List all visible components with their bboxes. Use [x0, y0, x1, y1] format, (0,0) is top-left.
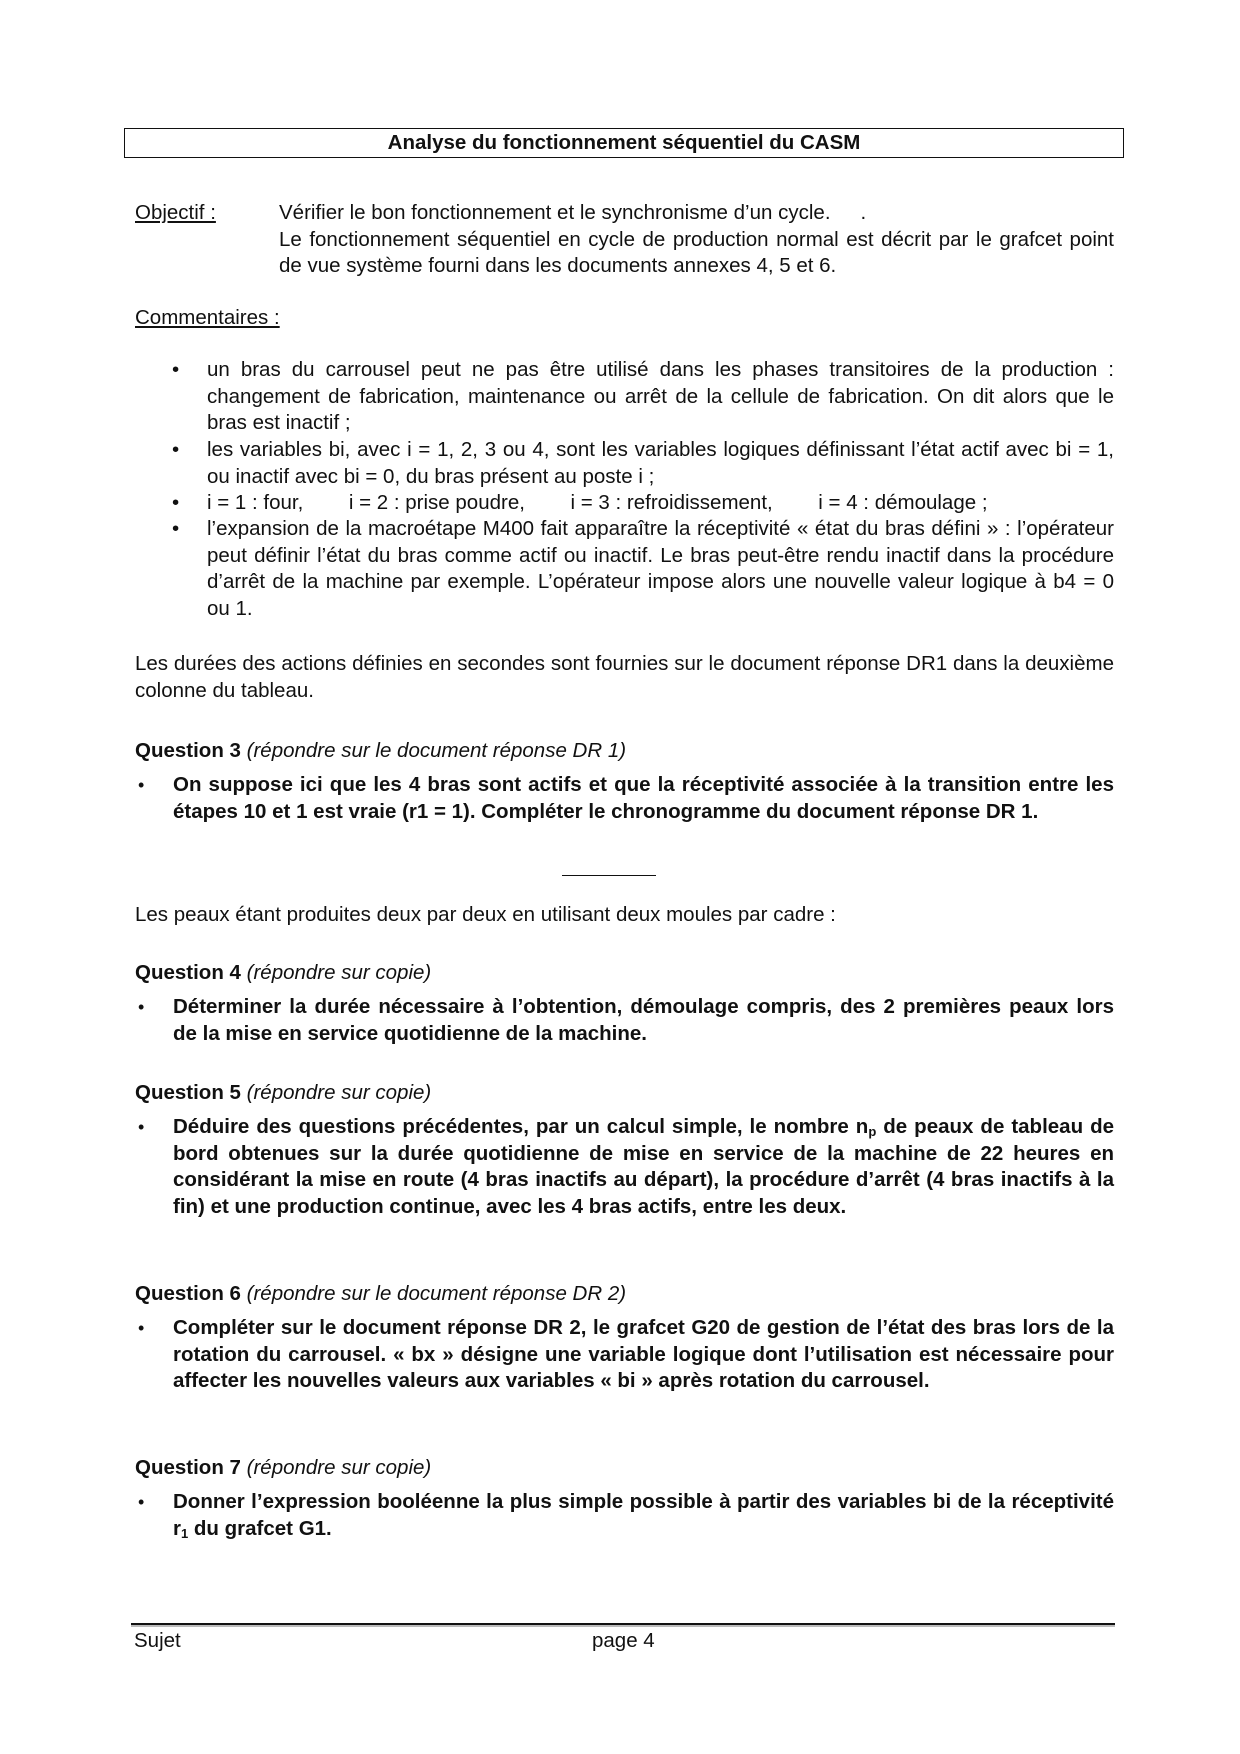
page-number: page 4: [592, 1629, 655, 1652]
objective-line1-text: Vérifier le bon fonctionnement et le synchronisme d’un cycle.: [279, 201, 831, 224]
skins-paragraph: Les peaux étant produites deux par deux en utilisant deux moules par cadre :: [135, 903, 836, 926]
question-7-hint: (répondre sur copie): [246, 1456, 432, 1479]
bullet-icon: •: [172, 491, 180, 514]
question-4-title: Question 4: [135, 961, 241, 984]
comment-item: l’expansion de la macroétape M400 fait apparaître la réceptivité « état du bras défini » : l’opérateur peut définir l’état du bras comme actif ou inactif. Le bras peut-être rendu inactif dans la procédure d’arrêt de la machine par exemple. L’opérateur impose alors une nouvelle valeur logique à b4 = 0 ou 1.: [207, 517, 1114, 620]
question-3-heading: [135, 738, 626, 765]
bullet-icon: •: [138, 1117, 145, 1137]
bullet-icon: •: [138, 997, 145, 1017]
bullet-icon: •: [172, 358, 180, 381]
question-7-subscript: 1: [180, 1525, 189, 1541]
objective-line1: [279, 200, 1114, 227]
question-4-body: Déterminer la durée nécessaire à l’obtention, démoulage compris, des 2 premières peaux lors de la mise en service quotidienne de la machine.: [173, 995, 1114, 1045]
question-4-heading: [135, 960, 431, 987]
question-7-title: Question 7: [135, 1456, 241, 1479]
question-5-body-a: Déduire des questions précédentes, par un calcul simple, le nombre n: [173, 1115, 869, 1138]
bullet-icon: •: [138, 775, 145, 795]
bullet-icon: •: [172, 517, 180, 540]
bullet-icon: •: [138, 1492, 145, 1512]
objective-label: Objectif :: [135, 201, 216, 224]
durations-paragraph: Les durées des actions définies en secondes sont fournies sur le document réponse DR1 dans la deuxième colonne du tableau.: [135, 652, 1114, 702]
question-5-body: [173, 1114, 1114, 1220]
comment-item: un bras du carrousel peut ne pas être utilisé dans les phases transitoires de la production : changement de fabrication, maintenance ou arrêt de la cellule de fabrication. On dit alors que le bras est inactif ;: [207, 358, 1114, 434]
question-5-subscript: p: [868, 1124, 877, 1139]
question-6-title: Question 6: [135, 1282, 241, 1305]
question-5-heading: [135, 1080, 431, 1107]
question-7-body: [173, 1489, 1114, 1542]
question-5-body-b: de peaux de tableau de bord obtenues sur la durée quotidienne de mise en service de la machine de 22 heures en considérant la mise en route (4 bras inactifs au départ), la procédure d’arrêt (4 bras inactifs à la fin) et une production continue, avec les 4 bras actifs, entre les deux.: [173, 1115, 1115, 1218]
question-5-hint: (répondre sur copie): [246, 1081, 432, 1104]
objective-text: [279, 200, 1114, 280]
question-6-hint: (répondre sur le document réponse DR 2): [246, 1282, 627, 1305]
question-3-title: Question 3: [135, 739, 241, 762]
question-6-body: Compléter sur le document réponse DR 2, le grafcet G20 de gestion de l’état des bras lors de la rotation du carrousel. « bx » désigne une variable logique dont l’utilisation est nécessaire pour affecter les nouvelles valeurs aux variables « bi » après rotation du carrousel.: [173, 1316, 1114, 1392]
question-3-body: On suppose ici que les 4 bras sont actifs et que la réceptivité associée à la transition entre les étapes 10 et 1 est vraie (r1 = 1). Compléter le chronogramme du document réponse DR 1.: [173, 773, 1114, 823]
question-6-heading: [135, 1281, 626, 1308]
footer-left: Sujet: [134, 1629, 181, 1652]
comments-label: Commentaires :: [135, 306, 280, 329]
page-title: Analyse du fonctionnement séquentiel du CASM: [124, 128, 1124, 158]
bullet-icon: •: [138, 1318, 145, 1338]
question-4-hint: (répondre sur copie): [246, 961, 432, 984]
footer-rule: [131, 1623, 1115, 1625]
section-separator: [562, 875, 656, 876]
objective-line1-trail: .: [860, 201, 867, 224]
comment-item: les variables bi, avec i = 1, 2, 3 ou 4, sont les variables logiques définissant l’état actif avec bi = 1, ou inactif avec bi = 0, du bras présent au poste i ;: [207, 438, 1114, 488]
question-7-body-b: du grafcet G1.: [188, 1516, 332, 1540]
question-7-heading: [135, 1455, 431, 1482]
comment-item: i = 1 : four, i = 2 : prise poudre, i = 3 : refroidissement, i = 4 : démoulage ;: [207, 491, 988, 514]
question-7-body-a: Donner l’expression booléenne la plus simple possible à partir des variables bi de la réceptivité r: [173, 1490, 1114, 1540]
question-3-hint: (répondre sur le document réponse DR 1): [246, 739, 627, 762]
objective-description: Le fonctionnement séquentiel en cycle de production normal est décrit par le grafcet point de vue système fourni dans les documents annexes 4, 5 et 6.: [279, 227, 1114, 277]
bullet-icon: •: [172, 438, 180, 461]
question-5-title: Question 5: [135, 1081, 241, 1104]
